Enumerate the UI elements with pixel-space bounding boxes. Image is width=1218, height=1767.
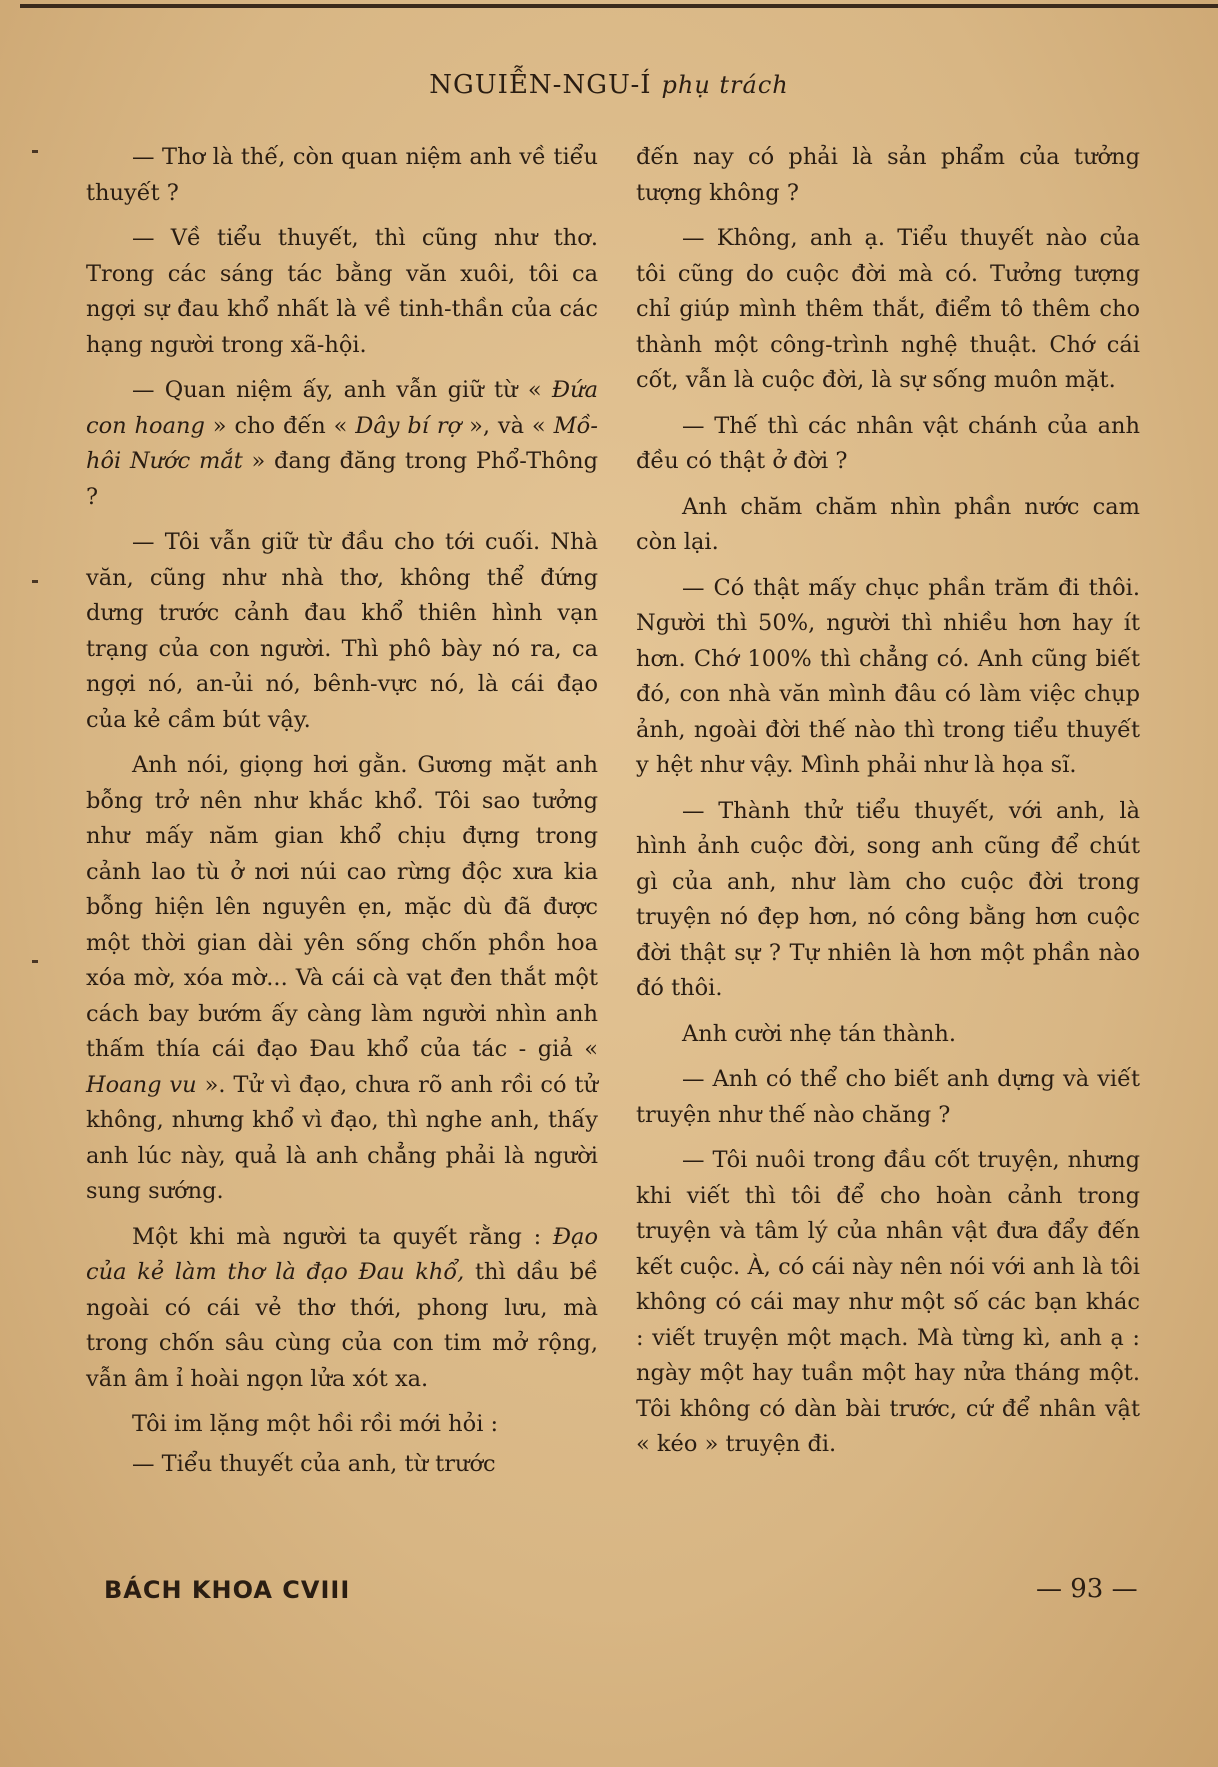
page-header [0,70,1218,100]
text-run: Một khi mà người ta quyết rằng : [132,1223,553,1250]
paragraph: — Thế thì các nhân vật chánh của anh đều có thật ở đời ? [636,412,1140,474]
right-column [636,140,1140,1473]
paragraph: đến nay có phải là sản phẩm của tưởng tượng không ? [636,144,1140,206]
paragraph [86,1220,598,1398]
text-run: », và « [461,412,554,439]
paragraph: — Thơ là thế, còn quan niệm anh về tiểu thuyết ? [86,144,598,206]
edge-mark [32,960,38,963]
text-run: » cho đến « [204,412,356,439]
text-run: thì dầu bề ngoài có cái vẻ thơ thới, phong lưu, mà trong chốn sâu cùng của con tim mở rộng, vẫn âm ỉ hoài ngọn lửa xót xa. [86,1259,598,1392]
magazine-issue-label: BÁCH KHOA CVIII [104,1576,351,1604]
column-subtitle: phụ trách [661,71,789,99]
text-run: — Quan niệm ấy, anh vẫn giữ từ « [132,377,552,403]
column-title: NGUIỄN-NGU-Í [429,70,652,100]
text-run: Anh nói, giọng hơi gằn. Gương mặt anh bỗng trở nên như khắc khổ. Tôi sao tưởng như mấy năm gian khổ chịu đựng trong cảnh lao tù ở nơi núi cao rừng độc xưa kia bỗng hiện lên nguyên ẹn, mặc dù đã được một thời gian dài yên sống chốn phồn hoa xóa mờ, xóa mờ... Và cái cà vạt đen thắt một cách bay bướm ấy càng làm người nhìn anh thấm thía cái đạo Đau khổ của tác - giả « [86,752,598,1062]
edge-mark [32,150,38,153]
paragraph: Anh chăm chăm nhìn phần nước cam còn lại. [636,493,1140,555]
top-border-rule [20,4,1218,8]
paragraph: — Anh có thể cho biết anh dựng và viết truyện như thế nào chăng ? [636,1066,1140,1128]
paragraph: Tôi im lặng một hồi rồi mới hỏi : [132,1411,499,1437]
text-run: ». Tử vì đạo, chưa rõ anh rồi có tử không, nhưng khổ vì đạo, thì nghe anh, thấy anh lúc này, quả là anh chẳng phải là người sung sướng. [86,1071,598,1204]
paragraph [86,748,598,1210]
text-run: » đang đăng trong Phổ-Thông ? [86,448,599,510]
quote: Đạo của kẻ làm thơ là đạo Đau khổ, [86,1223,598,1285]
page-number: — 93 — [1036,1574,1138,1604]
paragraph: Anh cười nhẹ tán thành. [682,1020,956,1047]
paragraph: — Tiểu thuyết của anh, từ trước [132,1450,496,1477]
paragraph: — Tôi nuôi trong đầu cốt truyện, nhưng khi viết thì tôi để cho hoàn cảnh trong truyện và tâm lý của nhân vật đưa đẩy đến kết cuộc. À, có cái này nên nói với anh là tôi không có cái may như một số các bạn khác : viết truyện một mạch. Mà từng kì, anh ạ : ngày một hay tuần một hay nửa tháng một. Tôi không có dàn bài trước, cứ để nhân vật « kéo » truyện đi. [636,1147,1140,1457]
paragraph: — Về tiểu thuyết, thì cũng như thơ. Trong các sáng tác bằng văn xuôi, tôi ca ngợi sự đau khổ nhất là về tinh-thần của các hạng người trong xã-hội. [86,225,598,358]
book-title: Mồ-hôi Nước mắt [86,412,599,474]
paragraph: — Thành thử tiểu thuyết, với anh, là hình ảnh cuộc đời, song anh cũng để chút gì của anh, như làm cho cuộc đời trong truyện nó đẹp hơn, nó công bằng hơn cuộc đời thật sự ? Tự nhiên là hơn một phần nào đó thôi. [636,797,1140,1001]
paragraph: — Có thật mấy chục phần trăm đi thôi. Người thì 50%, người thì nhiều hơn hay ít hơn. Chớ 100% thì chẳng có. Anh cũng biết đó, con nhà văn mình đâu có làm việc chụp ảnh, ngoài đời thế nào thì trong tiểu thuyết y hệt như vậy. Mình phải như là họa sĩ. [636,574,1140,778]
edge-mark [32,580,38,583]
paragraph [86,373,598,515]
paragraph: — Không, anh ạ. Tiểu thuyết nào của tôi cũng do cuộc đời mà có. Tưởng tượng chỉ giúp mình thêm thắt, điểm tô thêm cho thành một công-trình nghệ thuật. Chớ cái cốt, vẫn là cuộc đời, là sự sống muôn mặt. [636,225,1140,393]
paragraph: — Tôi vẫn giữ từ đầu cho tới cuối. Nhà văn, cũng như nhà thơ, không thể đứng dưng trước cảnh đau khổ thiên hình vạn trạng của con người. Thì phô bày nó ra, ca ngợi nó, an-ủi nó, bênh-vực nó, là cái đạo của kẻ cầm bút vậy. [86,529,598,733]
book-title: Đứa con hoang [86,377,598,439]
left-column [86,140,598,1492]
book-title: Dây bí rợ [355,412,462,439]
book-title: Hoang vu [86,1071,197,1098]
